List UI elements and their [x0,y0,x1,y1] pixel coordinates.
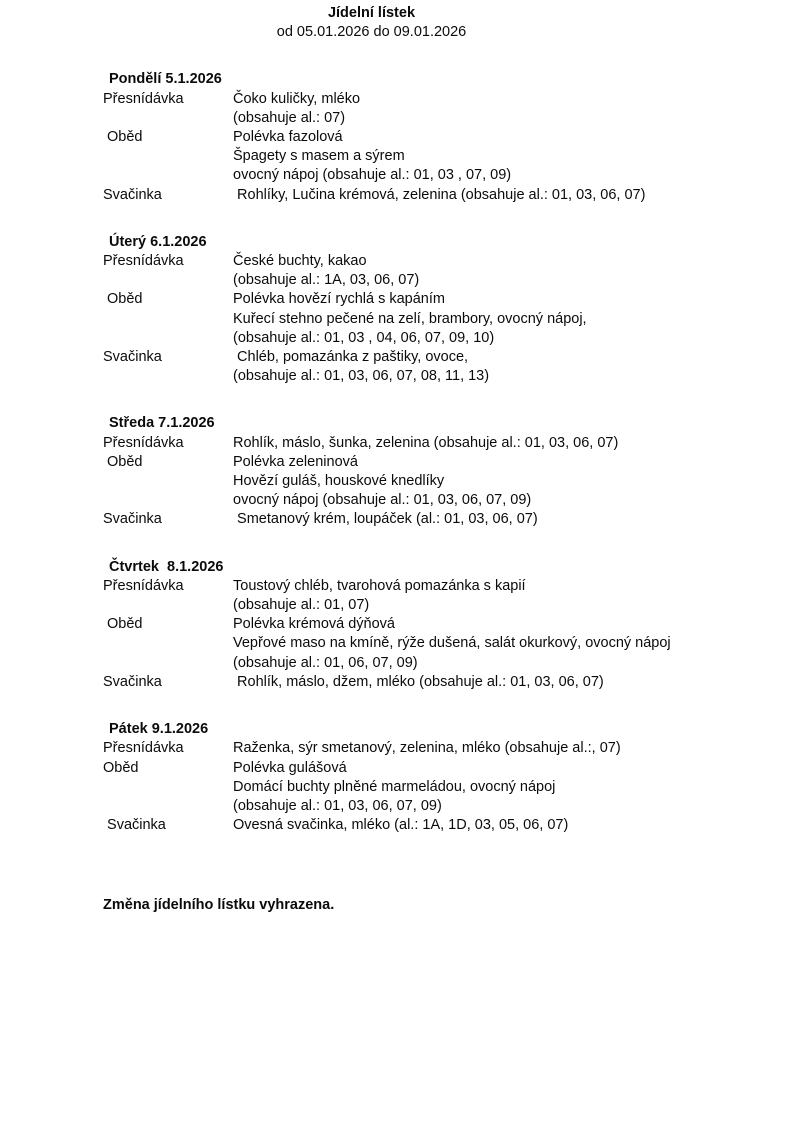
meal-line: Ovesná svačinka, mléko (al.: 1A, 1D, 03, 05, 06, 07) [233,817,569,834]
meal-line: Kuřecí stehno pečené na zelí, brambory, ovocný nápoj, [233,310,587,327]
meal-line: Polévka zeleninová [233,453,358,470]
meal-label: Svačinka [103,673,162,690]
meal-label: Přesnídávka [103,253,184,270]
meal-label: Svačinka [103,817,166,834]
meal-lines [233,510,775,529]
meal-line: Polévka krémová dýňová [233,616,395,633]
meal-lines [233,128,775,186]
meal-line: Polévka hovězí rychlá s kapáním [233,291,445,308]
meal-label: Oběd [103,291,143,308]
meal-lines [233,434,775,453]
meal-row [103,348,775,386]
meal-line: ovocný nápoj (obsahuje al.: 01, 03 , 07, 09) [233,167,512,184]
meal-row [103,252,775,290]
meal-line: Polévka gulášová [233,759,347,776]
meal-line: Rohlíky, Lučina krémová, zelenina (obsahuje al.: 01, 03, 06, 07) [233,186,646,203]
day-section-wednesday [103,414,775,529]
meal-row [103,186,775,205]
meal-line: Domácí buchty plněné marmeládou, ovocný nápoj [233,778,556,795]
day-header: Středa 7.1.2026 [109,415,215,432]
document-header [103,4,640,42]
meal-label: Přesnídávka [103,434,184,451]
meal-row [103,128,775,186]
meal-row [103,453,775,511]
meal-label: Svačinka [103,511,162,528]
meal-line: Vepřové maso na kmíně, rýže dušená, salát okurkový, ovocný nápoj [233,635,671,652]
meal-row [103,739,775,758]
meal-lines [233,759,775,817]
meal-lines [233,577,775,615]
meal-row [103,290,775,348]
meal-line: Špagety s masem a sýrem [233,148,405,165]
meal-line: (obsahuje al.: 01, 03, 06, 07, 08, 11, 13) [233,368,490,385]
meal-line: (obsahuje al.: 01, 06, 07, 09) [233,654,418,671]
day-header: Úterý 6.1.2026 [109,233,207,250]
meal-line: (obsahuje al.: 01, 03 , 04, 06, 07, 09, 10) [233,329,495,346]
meal-row [103,816,775,835]
meal-line: Rohlík, máslo, šunka, zelenina (obsahuje al.: 01, 03, 06, 07) [233,434,619,451]
meal-label: Přesnídávka [103,577,184,594]
meal-lines [233,453,775,511]
meal-lines [233,739,775,758]
meal-row [103,615,775,673]
day-section-thursday [103,558,775,692]
meal-line: České buchty, kakao [233,253,367,270]
meal-label: Oběd [103,453,143,470]
meal-row [103,759,775,817]
meal-line: ovocný nápoj (obsahuje al.: 01, 03, 06, 07, 09) [233,492,532,509]
meal-row [103,434,775,453]
day-section-monday [103,70,775,204]
meal-label: Oběd [103,616,143,633]
meal-label: Svačinka [103,349,162,366]
meal-lines [233,816,775,835]
meal-lines [233,673,775,692]
meal-label: Přesnídávka [103,740,184,757]
day-header: Pátek 9.1.2026 [109,721,209,738]
meal-line: Polévka fazolová [233,129,343,146]
meal-row [103,510,775,529]
meal-row [103,577,775,615]
meal-lines [233,90,775,128]
page-title: Jídelní lístek [327,5,416,21]
meal-line: (obsahuje al.: 1A, 03, 06, 07) [233,272,420,289]
day-header: Čtvrtek 8.1.2026 [109,558,224,575]
meal-line: (obsahuje al.: 07) [233,109,346,126]
meal-label: Svačinka [103,186,162,203]
meal-label: Oběd [103,759,139,776]
day-header: Pondělí 5.1.2026 [109,71,222,88]
meal-row [103,673,775,692]
meal-lines [233,615,775,673]
day-section-tuesday [103,233,775,387]
meal-line: Rohlík, máslo, džem, mléko (obsahuje al.: 01, 03, 06, 07) [233,673,604,690]
meal-line: (obsahuje al.: 01, 03, 06, 07, 09) [233,797,442,814]
meal-line: (obsahuje al.: 01, 07) [233,597,370,614]
meal-row [103,90,775,128]
date-range: od 05.01.2026 do 09.01.2026 [276,24,467,41]
meal-line: Čoko kuličky, mléko [233,90,361,107]
meal-lines [233,348,775,386]
meal-lines [233,186,775,205]
footer-note: Změna jídelního lístku vyhrazena. [103,897,335,914]
meal-line: Toustový chléb, tvarohová pomazánka s kapií [233,577,526,594]
meal-lines [233,252,775,290]
meal-label: Oběd [103,129,143,146]
meal-lines [233,290,775,348]
day-section-friday [103,720,775,835]
meal-line: Hovězí guláš, houskové knedlíky [233,473,445,490]
meal-line: Raženka, sýr smetanový, zelenina, mléko (obsahuje al.:, 07) [233,740,621,757]
meal-line: Chléb, pomazánka z paštiky, ovoce, [233,349,469,366]
meal-line: Smetanový krém, loupáček (al.: 01, 03, 06, 07) [233,511,538,528]
meal-label: Přesnídávka [103,90,184,107]
